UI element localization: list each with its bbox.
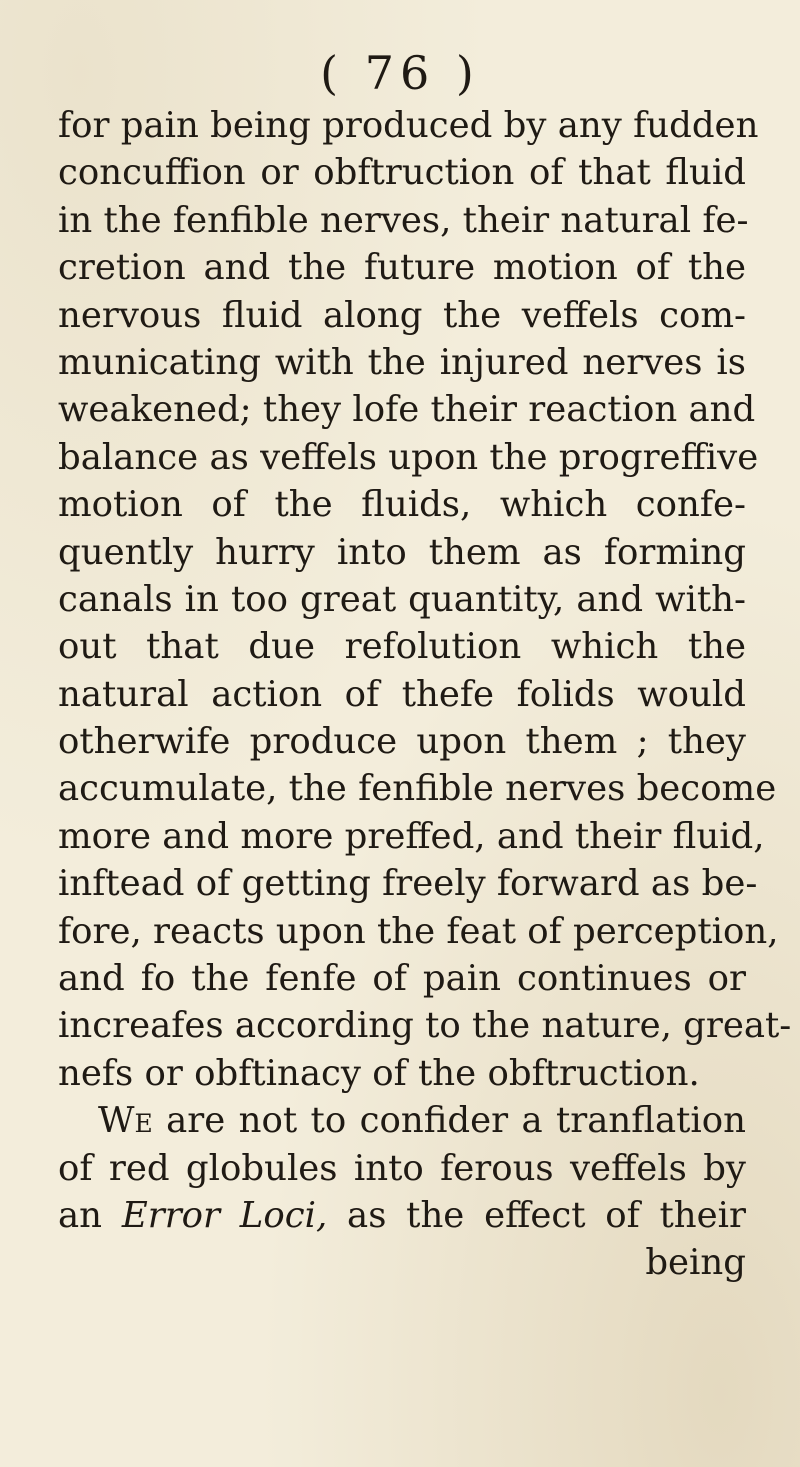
- text-line-paragraph-end: nefs or obftinacy of the obftruction.: [58, 1052, 700, 1094]
- text-line: cretion and the future motion of the: [58, 247, 746, 289]
- text-line: natural action of thefe folids would: [58, 673, 746, 715]
- text-line: fore, reacts upon the feat of perception,: [58, 910, 779, 952]
- text-line: otherwife produce upon them ; they: [58, 721, 746, 763]
- text-line: motion of the fluids, which confe-: [58, 484, 746, 526]
- text-line: increafes according to the nature, great-: [58, 1005, 792, 1047]
- paragraph2-line3-start: an: [58, 1194, 103, 1236]
- body-text: [58, 102, 792, 1287]
- text-line: more and more preffed, and their fluid,: [58, 815, 765, 857]
- text-line: for pain being produced by any fudden: [58, 105, 759, 146]
- paragraph2-line2: of red globules into ferous veffels by: [58, 1147, 746, 1189]
- paragraph2-first-word: We: [98, 1100, 153, 1142]
- paragraph2-line3-end: as the effect of their: [347, 1194, 746, 1236]
- catchword: being: [645, 1242, 746, 1284]
- text-line: accumulate, the fenfible nerves become: [58, 768, 777, 810]
- text-line: weakened; they lofe their reaction and: [58, 389, 756, 431]
- text-line: out that due refolution which the: [58, 626, 746, 668]
- text-line: balance as veffels upon the progreffive: [58, 436, 759, 478]
- page-number: ( 76 ): [320, 46, 480, 100]
- text-line: canals in too great quantity, and with-: [58, 578, 746, 620]
- text-line: nervous fluid along the veffels com-: [58, 294, 746, 336]
- paragraph2-first-line-text: are not to confider a tranflation: [166, 1100, 746, 1142]
- text-line: in the fenfible nerves, their natural fe-: [58, 199, 749, 241]
- paragraph2-line3: [58, 1192, 746, 1239]
- paragraph2-line1: [58, 1097, 746, 1144]
- latin-phrase: Error Loci,: [121, 1194, 328, 1236]
- text-line: inftead of getting freely forward as be-: [58, 863, 758, 905]
- text-line: and fo the fenfe of pain continues or: [58, 958, 746, 1000]
- text-line: concuffion or obftruction of that fluid: [58, 152, 746, 194]
- text-line: municating with the injured nerves is: [58, 341, 746, 383]
- text-line: quently hurry into them as forming: [58, 531, 746, 573]
